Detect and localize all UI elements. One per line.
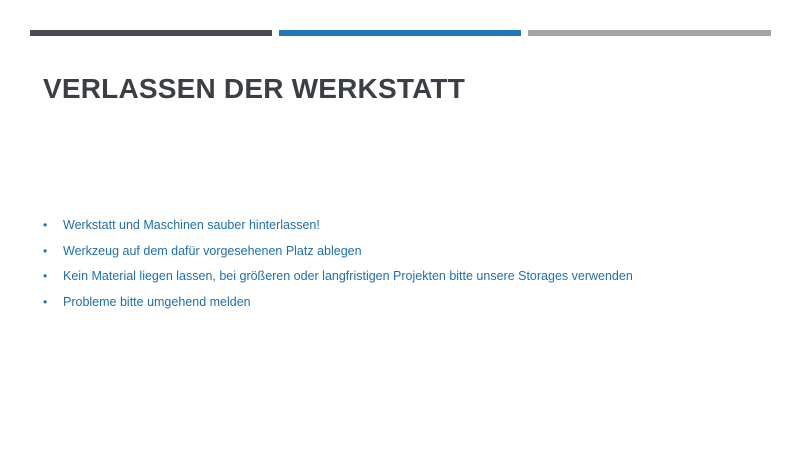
bullet-text: Werkstatt und Maschinen sauber hinterlassen!: [63, 218, 320, 232]
bullet-icon: •: [43, 269, 48, 283]
bullet-icon: •: [43, 294, 48, 309]
accent-bar-blue: [279, 30, 521, 36]
bullet-icon: •: [43, 218, 48, 232]
bullet-text: Probleme bitte umgehend melden: [63, 294, 251, 309]
bullet-text: Kein Material liegen lassen, bei größeren oder langfristigen Projekten bitte unsere Storages verwenden: [63, 269, 633, 283]
slide-title: VERLASSEN DER WERKSTATT: [43, 73, 466, 104]
bullet-icon: •: [43, 243, 48, 258]
accent-bar-dark: [30, 30, 272, 36]
accent-bar-gray: [528, 30, 771, 36]
bullet-text: Werkzeug auf dem dafür vorgesehenen Platz ablegen: [63, 243, 362, 258]
